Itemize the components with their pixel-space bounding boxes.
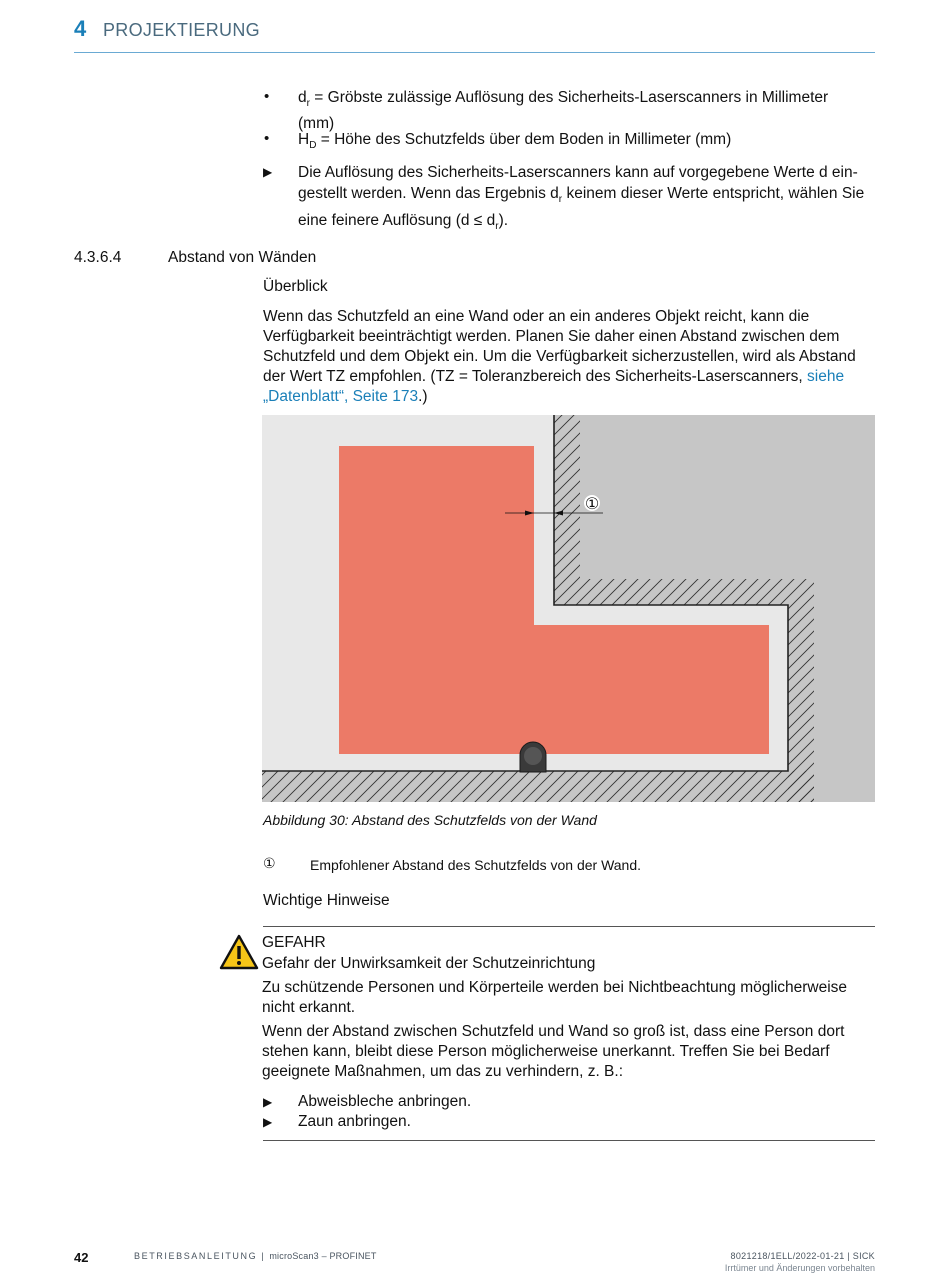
action-arrow-icon: ▶: [263, 1115, 273, 1129]
legend-marker: ①: [263, 856, 276, 872]
chapter-number: 4: [74, 16, 87, 41]
instruction-text: Die Auflösung des Sicherheits-Laserscanners kann auf vorgegebene Werte d ein- gestellt werden. Wenn das Ergebnis $d_r$ keinem dieser Werte entspricht, wählen Sie eine feinere Auflösung $(d \le d_r)$.: [298, 164, 865, 233]
instruction-arrow-icon: ▶: [263, 165, 273, 179]
overview-paragraph: Wenn das Schutzfeld an eine Wand oder an ein anderes Objekt reicht, kann die Verfügbarkeit beeinträchtigt werden. Planen Sie daher einen Abstand zwischen dem Schutzfeld und dem Objekt ein. Um die Verfügbarkeit sicherzustellen, wird als Abstand der Wert TZ empfohlen. (TZ = Toleranzbereich des Sicherheits-Laserscanners, siehe „Datenblatt“, Seite 173.): [263, 308, 856, 405]
callout-label: ①: [584, 494, 600, 513]
warning-triangle-icon: [219, 934, 259, 970]
footer-notice: Irrtümer und Änderungen vorbehalten: [724, 1263, 875, 1273]
danger-bottom-rule: [263, 1140, 875, 1141]
bullet-marker: •: [264, 88, 270, 105]
notes-heading: Wichtige Hinweise: [263, 892, 390, 909]
section-number: 4.3.6.4: [74, 249, 122, 266]
bullet-marker: •: [264, 130, 270, 147]
chapter-title: PROJEKTIERUNG: [103, 20, 260, 40]
action-item: Zaun anbringen.: [298, 1113, 411, 1130]
datasheet-link-continued[interactable]: „Datenblatt“, Seite 173: [263, 388, 419, 405]
danger-top-rule: [263, 926, 875, 927]
datasheet-link[interactable]: siehe: [807, 368, 845, 385]
section-title: Abstand von Wänden: [168, 249, 317, 266]
scanner-window: [524, 747, 542, 765]
danger-paragraph-1: Zu schützende Personen und Körperteile werden bei Nichtbeachtung möglicherweise nicht erkannt.: [262, 979, 848, 1016]
overview-heading: Überblick: [263, 278, 328, 295]
bullet-height: $H_D$ = Höhe des Schutzfelds über dem Boden in Millimeter (mm): [298, 131, 732, 152]
figure-caption: Abbildung 30: Abstand des Schutzfelds von der Wand: [263, 812, 597, 828]
header-divider: [74, 52, 875, 53]
page-number: 42: [74, 1250, 89, 1265]
action-arrow-icon: ▶: [263, 1095, 273, 1109]
footer-document-title: BETRIEBSANLEITUNG | microScan3 – PROFINET: [134, 1251, 377, 1261]
legend-text: Empfohlener Abstand des Schutzfelds von der Wand.: [310, 857, 642, 873]
action-item: Abweisbleche anbringen.: [298, 1093, 472, 1110]
wall-distance-figure: [262, 415, 875, 802]
footer-document-id: 8021218/1ELL/2022-01-21 | SICK: [730, 1251, 875, 1261]
danger-label: GEFAHR: [262, 934, 326, 951]
danger-paragraph-2: Wenn der Abstand zwischen Schutzfeld und Wand so groß ist, dass eine Person dort stehen kann, bleibt diese Person möglicherweise unerkannt. Treffen Sie bei Bedarf geeignete Maßnahmen, um das zu verhindern, z. B.:: [262, 1023, 845, 1080]
bullet-resolution: $d_r$ = Gröbste zulässige Auflösung des Sicherheits-Laserscanners in Millimeter (mm): [298, 89, 829, 133]
wall-hatch-floor: [262, 771, 814, 802]
danger-title: Gefahr der Unwirksamkeit der Schutzeinrichtung: [262, 955, 596, 972]
